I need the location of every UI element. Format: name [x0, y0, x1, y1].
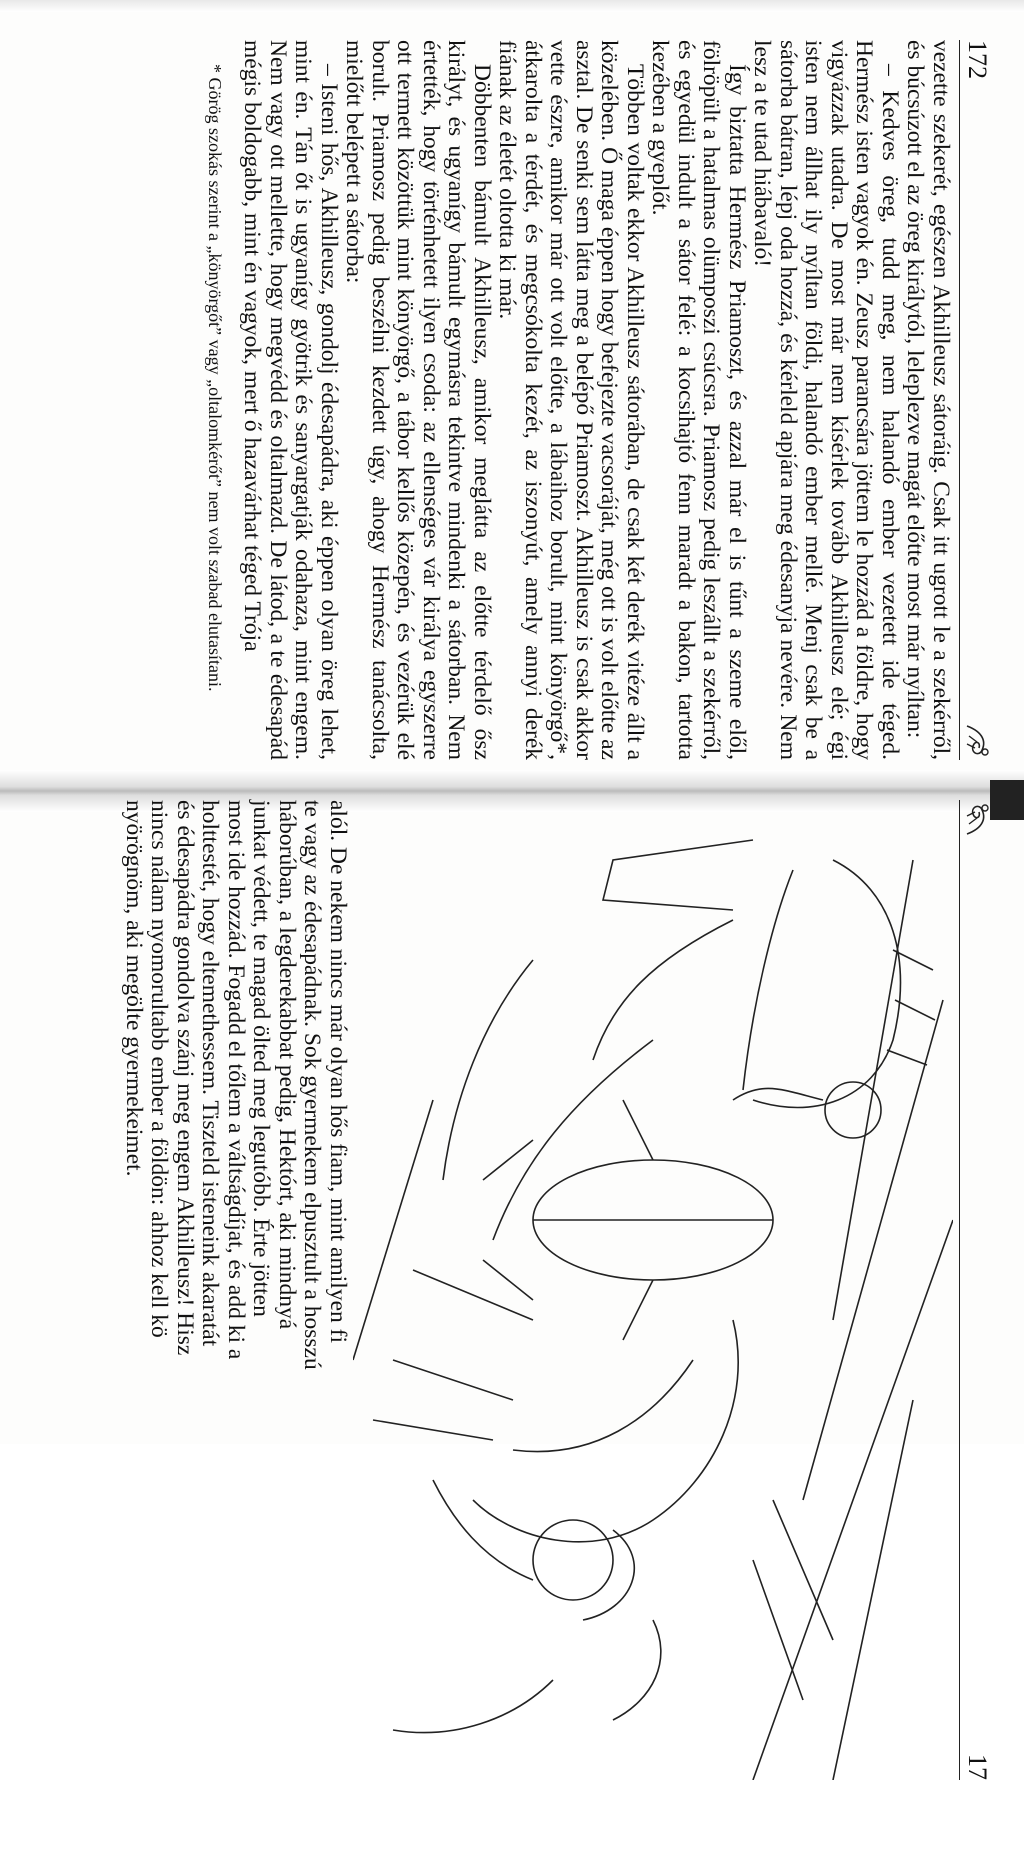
text-line: nyörögnöm, aki megölte gyermekeimet.	[121, 800, 147, 1177]
text-line: holttestét, hogy eltemethessem. Tiszteld isteneink akaratát	[197, 800, 224, 1347]
paragraph: Többen voltak ekkor Akhilleusz sátorában, de csak két derék vitéze állt a közelében. Ő maga éppen hogy befejezte vacsoráját, még ott is volt előtte az asztal. De senki sem látta meg a belépő Priamoszt. Akhilleusz is csak akkor vette észre, amikor már ott volt előtte, a lábaihoz borult, mint könyörgő*, átkarolta a térdét, és megcsókolta kezét, az iszonyút, amely annyi derék fiának az életét oltotta ki már.	[494, 40, 648, 760]
paragraph: – Kedves öreg, tudd meg, nem halandó ember vezetett ide téged. Hermész isten vagyok én. Zeusz parancsára jöttem le hozzád a földre, hogy vigyázzak utadra. De most már nem kísérlek tovább Akhilleusz elé; égi isten nem állhat ily nyíltan földi, halandó ember mellé. Menj csak be a sátorba bátran, lépj oda hozzá, és kérleld apjára meg édesanyja nevére. Nem lesz a te utad hiábavaló!	[749, 40, 903, 760]
paragraph: vezette szekerét, egészen Akhilleusz sátoráig. Csak itt ugrott le a szekérről, és búcsúzott el az öreg királytól, leleplezve magát előtte most már nyíltan:	[902, 40, 954, 760]
page-number: 172	[963, 40, 992, 79]
text-line: nincs nálam nyomorultabb ember a földön: ahhoz kell kö	[146, 800, 173, 1338]
page-header	[959, 800, 1000, 1780]
page-edge	[0, 0, 1024, 12]
right-page	[20, 800, 1000, 1780]
page-number: 17	[963, 1754, 992, 1780]
left-page	[100, 40, 1000, 760]
paragraph: Döbbenten bámult Akhilleusz, amikor meglátta az előtte térdelő ősz királyt, és ugyanígy bámult egymásra tekintve mindenki a sátorban. Nem értették, hogy történhetett ilyen csoda: az ellenséges vár királya egyszerre ott termett közöttük mint könyörgő, a tábor kellős közepén, és vezérük elé borult. Priamosz pedig beszélni kezdett úgy, ahogy Hermész tanácsolta, mielőtt belépett a sátorba:	[341, 40, 495, 760]
text-line: alól. De nekem nincs már olyan hős fiam, mint amilyen fi	[325, 800, 351, 1343]
illustration-priam-achilles	[313, 800, 953, 1780]
body-text	[239, 40, 953, 760]
line-drawing	[353, 800, 953, 1780]
ornament-icon	[963, 800, 993, 838]
ornament-icon	[963, 722, 993, 760]
paragraph: – Isteni hős, Akhilleusz, gondolj édesapádra, aki éppen olyan öreg lehet, mint én. Tán őt is ugyanígy gyötrik és sanyargatják odahaza, mint engem. Nem vagy ott mellette, hogy megvédd és oltalmazd. De látod, a te édesapád mégis boldogabb, mint én vagyok, mert ő hazavárhat téged Trója	[239, 40, 342, 760]
paragraph: Így biztatta Hermész Priamoszt, és azzal már el is tűnt a szeme elől, fölröpült a hatalmas olümposzi csúcsra. Priamosz pedig leszállt a szekérről, és egyedül indult a sátor felé: a kocsihajtó fenn maradt a bakon, tartotta kezében a gyeplőt.	[647, 40, 750, 760]
footnote: * Görög szokás szerint a „könyörgőt” vagy „oltalomkérőt” nem volt szabad elutasítani.	[205, 64, 225, 692]
text-line: most ide hozzád. Fogadd el tőlem a váltságdíjat, és add ki a	[223, 800, 249, 1360]
text-line: junkat védett, te magad ölted meg legutóbb. Érte jötten	[248, 800, 275, 1317]
page-header	[959, 40, 1000, 760]
text-line: és édesapádra gondolva szánj meg engem Akhilleusz! Hisz	[172, 800, 198, 1356]
text-line: háborúban, a legderekabbat pedig, Hektórt, aki mindnyá	[274, 800, 300, 1330]
body-text	[121, 800, 351, 1850]
text-line: te vagy az édesapádnak. Sok gyermekem elpusztult a hosszú	[299, 800, 326, 1370]
